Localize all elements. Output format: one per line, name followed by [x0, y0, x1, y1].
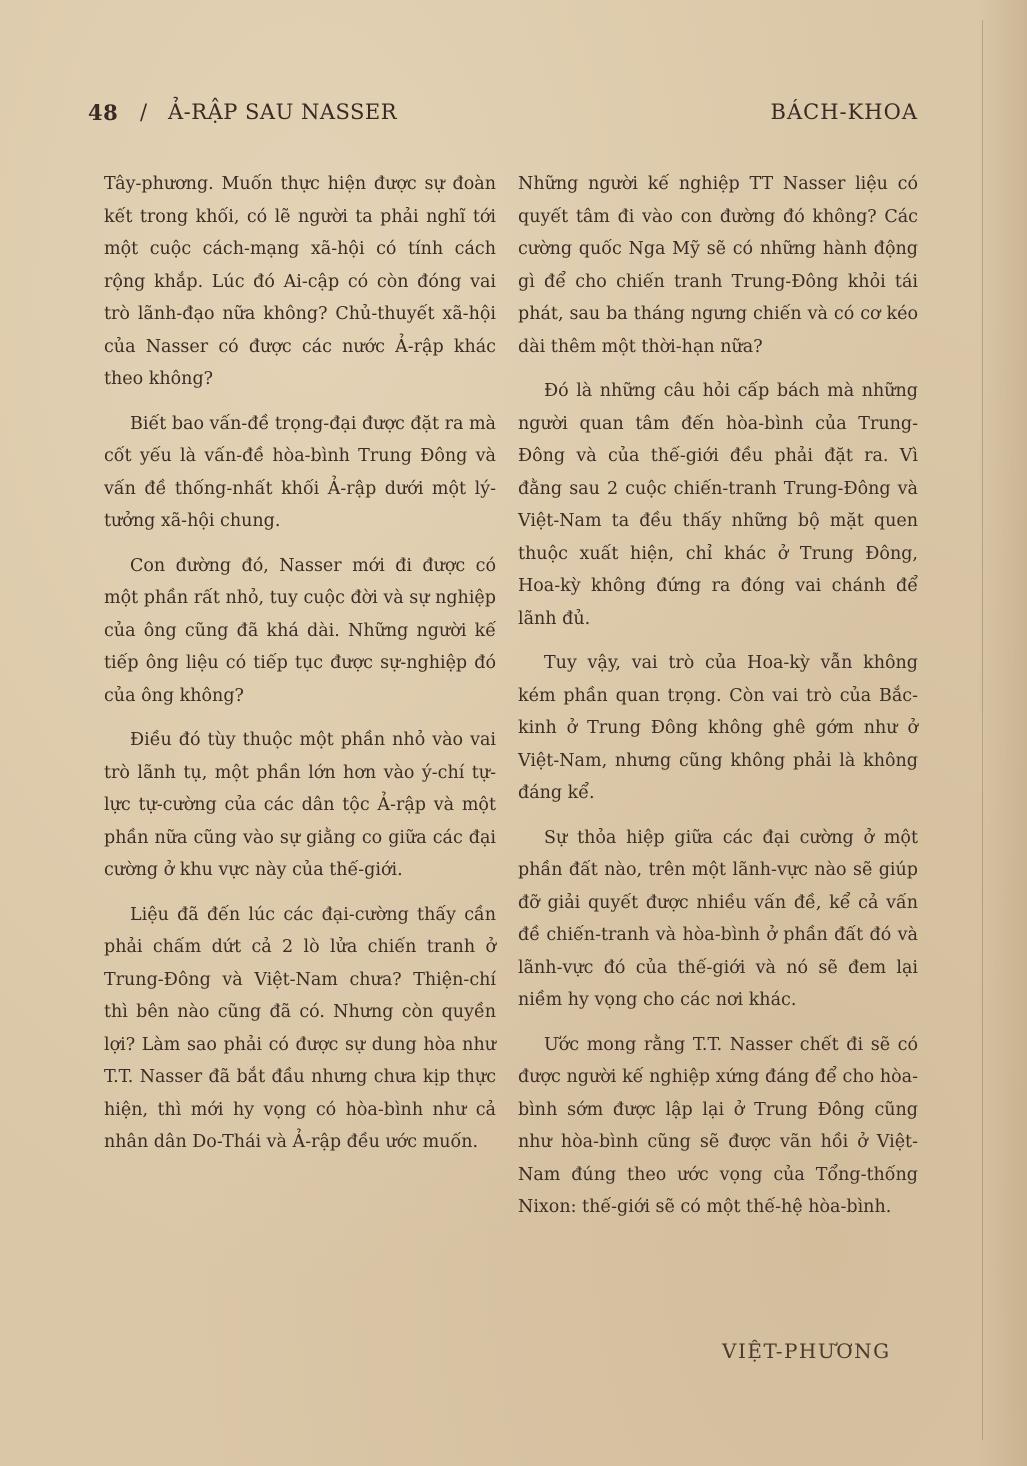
- page-edge-shadow: [977, 0, 1027, 1466]
- running-title: Ả-RẬP SAU NASSER: [168, 100, 398, 124]
- paragraph: Con đường đó, Nasser mới đi được có một phần rất nhỏ, tuy cuộc đời và sự nghiệp của ông cũng đã khá dài. Những người kế tiếp ông liệu có tiếp tục được sự-nghiệp đó của ông không?: [104, 555, 496, 706]
- paragraph: Biết bao vấn-đề trọng-đại được đặt ra mà cốt yếu là vấn-đề hòa-bình Trung Đông và vấn đề thống-nhất khối Ả-rập dưới một lý-tưởng xã-hội chung.: [104, 413, 496, 531]
- paragraph: Ước mong rằng T.T. Nasser chết đi sẽ có được người kế nghiệp xứng đáng để cho hòa-bình sớm được lập lại ở Trung Đông cũng như hòa-bình cũng sẽ được vãn hồi ở Việt-Nam đúng theo ước vọng của Tổng-thống Nixon: thế-giới sẽ có một thế-hệ hòa-bình.: [518, 1034, 918, 1217]
- left-column: [104, 168, 496, 1159]
- right-column: [518, 168, 918, 1236]
- page-number: 48: [88, 100, 119, 125]
- author-signature: VIỆT-PHƯƠNG: [722, 1339, 891, 1363]
- paragraph: Sự thỏa hiệp giữa các đại cường ở một phần đất nào, trên một lãnh-vực nào sẽ giúp đỡ giải quyết được nhiều vấn đề, kể cả vấn đề chiến-tranh và hòa-bình ở phần đất đó và lãnh-vực đó của thế-giới và nó sẽ đem lại niềm hy vọng cho các nơi khác.: [518, 827, 918, 1010]
- paragraph: Tuy vậy, vai trò của Hoa-kỳ vẫn không kém phần quan trọng. Còn vai trò của Bắc-kinh ở Trung Đông không ghê gớm như ở Việt-Nam, nhưng cũng không phải là không đáng kể.: [518, 653, 918, 803]
- paragraph: Đó là những câu hỏi cấp bách mà những người quan tâm đến hòa-bình của Trung-Đông và của thế-giới đều phải đặt ra. Vì đằng sau 2 cuộc chiến-tranh Trung-Đông và Việt-Nam ta đều thấy những bộ mặt quen thuộc xuất hiện, chỉ khác ở Trung Đông, Hoa-kỳ không đứng ra đóng vai chánh để lãnh đủ.: [518, 381, 918, 629]
- paragraph: Những người kế nghiệp TT Nasser liệu có quyết tâm đi vào con đường đó không? Các cường quốc Nga Mỹ sẽ có những hành động gì để cho chiến tranh Trung-Đông khỏi tái phát, sau ba tháng ngưng chiến và có cơ kéo dài thêm một thời-hạn nữa?: [518, 174, 918, 357]
- magazine-name: BÁCH-KHOA: [770, 100, 918, 124]
- paragraph: Điều đó tùy thuộc một phần nhỏ vào vai trò lãnh tụ, một phần lớn hơn vào ý-chí tự-lực tự-cường của các dân tộc Ả-rập và một phần nữa cũng vào sự giằng co giữa các đại cường ở khu vực này của thế-giới.: [104, 730, 496, 880]
- header-separator: /: [140, 100, 148, 124]
- page-fold-line: [982, 20, 983, 1440]
- paragraph: Tây-phương. Muốn thực hiện được sự đoàn kết trong khối, có lẽ người ta phải nghĩ tới một cuộc cách-mạng xã-hội có tính cách rộng khắp. Lúc đó Ai-cập có còn đóng vai trò lãnh-đạo nữa không? Chủ-thuyết xã-hội của Nasser có được các nước Ả-rập khác theo không?: [104, 174, 496, 389]
- page-header: [88, 100, 918, 134]
- paragraph: Liệu đã đến lúc các đại-cường thấy cần phải chấm dứt cả 2 lò lửa chiến tranh ở Trung-Đông và Việt-Nam chưa? Thiện-chí thì bên nào cũng đã có. Nhưng còn quyền lợi? Làm sao phải có được sự dung hòa như T.T. Nasser đã bắt đầu nhưng chưa kịp thực hiện, thì mới hy vọng có hòa-bình như cả nhân dân Do-Thái và Ả-rập đều ước muốn.: [104, 904, 496, 1152]
